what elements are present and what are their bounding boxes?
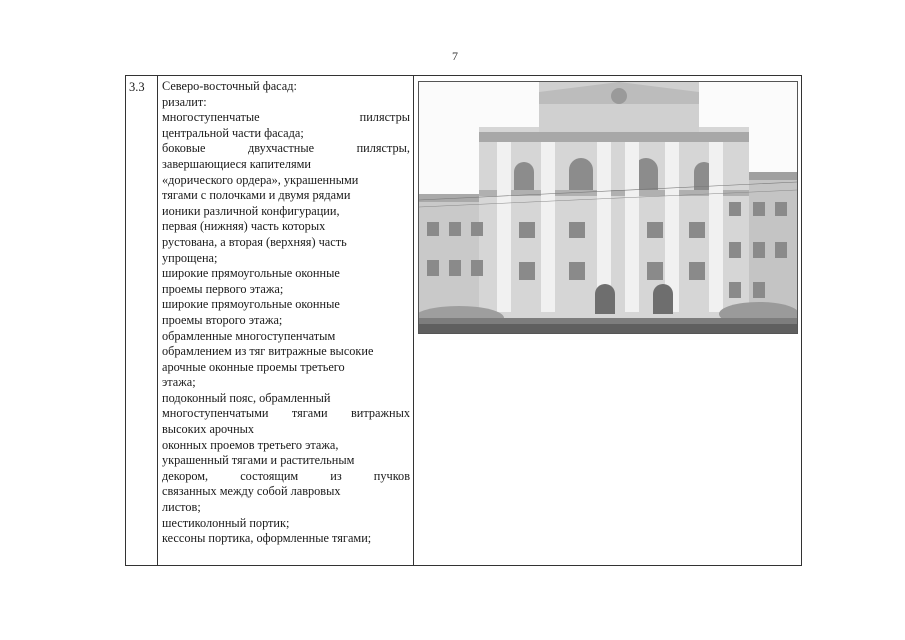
- facade-photo: [418, 81, 798, 334]
- description-line: арочные оконные проемы третьего: [162, 359, 345, 374]
- description-line: проемы первого этажа;: [162, 281, 284, 296]
- description-line: широкие прямоугольные оконные: [162, 266, 340, 281]
- description-line: шестиколонный портик;: [162, 515, 290, 530]
- description-line: ионики различной конфигурации,: [162, 203, 340, 218]
- description-line: этажа;: [162, 375, 196, 390]
- description-line: многоступенчатыми тягами витражных: [162, 406, 410, 421]
- description-line: высоких арочных: [162, 422, 255, 437]
- description-line: первая (нижняя) часть которых: [162, 219, 326, 234]
- description-line: обрамленные многоступенчатым: [162, 328, 336, 343]
- description-line: оконных проемов третьего этажа,: [162, 437, 339, 452]
- description-line: многоступенчатые пилястры: [162, 110, 410, 125]
- row-number: 3.3: [129, 80, 145, 94]
- page-number: 7: [452, 49, 458, 63]
- description-line: рустована, а вторая (верхняя) часть: [162, 234, 347, 249]
- description-line: кессоны портика, оформленные тягами;: [162, 531, 372, 546]
- description-line: украшенный тягами и растительным: [162, 453, 355, 468]
- description-line: Северо-восточный фасад:: [162, 79, 297, 93]
- description-line: проемы второго этажа;: [162, 312, 283, 327]
- description-line: «дорического ордера», украшенными: [162, 172, 359, 187]
- description-line: завершающиеся капителями: [162, 156, 312, 171]
- description-line: подоконный пояс, обрамленный: [162, 390, 331, 405]
- description-table: [125, 75, 802, 566]
- description-cell: [158, 76, 414, 565]
- description-line: тягами с полочками и двумя рядами: [162, 188, 351, 203]
- description-line: центральной части фасада;: [162, 125, 304, 140]
- description-line: декором, состоящим из пучков: [162, 468, 410, 483]
- description-line: ризалит:: [162, 94, 207, 109]
- facade-photo-image: [419, 82, 797, 333]
- description-line: упрощена;: [162, 250, 218, 265]
- description-line: боковые двухчастные пилястры,: [162, 141, 410, 156]
- description-line: связанных между собой лавровых: [162, 484, 341, 499]
- description-line: широкие прямоугольные оконные: [162, 297, 340, 312]
- row-number-cell: [126, 76, 158, 565]
- photo-cell: [414, 76, 801, 565]
- description-line: листов;: [162, 500, 201, 515]
- description-line: обрамлением из тяг витражные высокие: [162, 344, 374, 359]
